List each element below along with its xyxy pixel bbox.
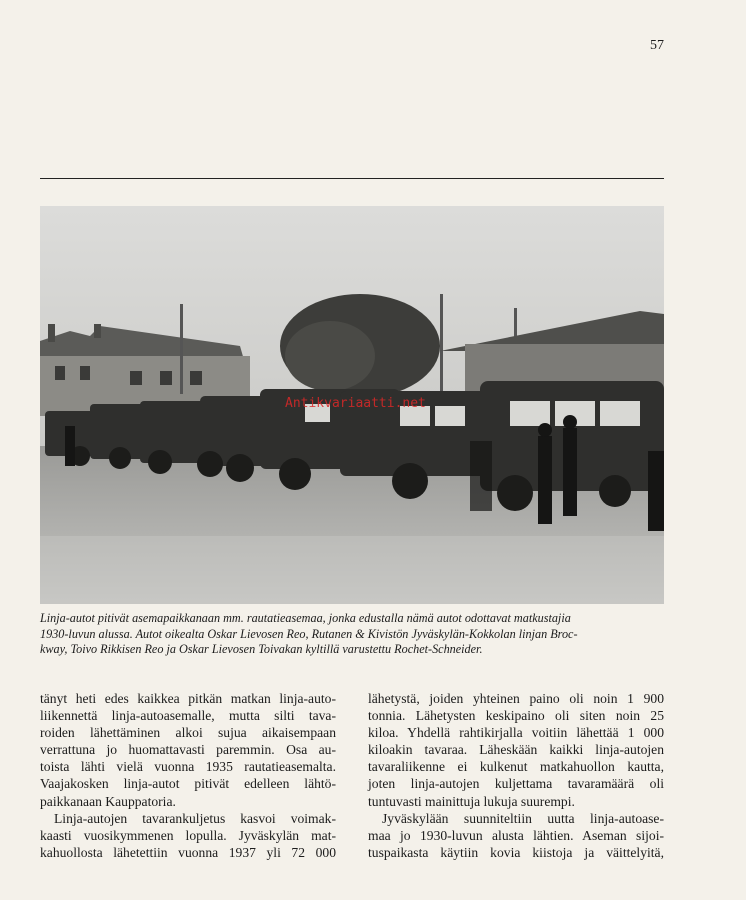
text-line: maa jo 1930-luvun alusta lähtien. Aseman sijoi- [368,827,664,843]
text-line: toista lähti vielä vuonna 1935 rautatieasemalta. [40,759,336,775]
text-line: tänyt heti edes kaikkea pitkän matkan linja-auto- [40,691,336,706]
text-line: tuspaikasta käytiin kovia kiistoja ja väittelyitä, [368,844,664,860]
caption-line: 1930-luvun alussa. Autot oikealta Oskar Lievosen Reo, Rutanen & Kivistön Jyväskylän-Kokkolan linjan Broc- [40,626,578,641]
body-text-left-column [40,690,336,861]
text-line: tavaraliikenne ei kulkenut matkahuollon kautta, [368,759,664,775]
body-text-right-column [368,690,664,861]
text-line: tuntuvasti mainittuja lukuja suurempi. [368,793,575,809]
text-line: liikennettä linja-autoasemalle, mutta silti tava- [40,708,336,724]
historical-photo [40,206,664,604]
header-rule [40,178,664,179]
text-line: kaasti vuosikymmenen lopulla. Jyväskylän mat- [40,827,336,843]
text-line: roiden lähettäminen alkoi sujua aikaisempaan [40,725,336,741]
text-line: Vaajakosken linja-autot pitivät edelleen lähtö- [40,776,336,792]
caption-line: kway, Toivo Rikkisen Reo ja Oskar Lievosen Toivakan kyltillä varustettu Rochet-Schneider. [40,642,483,656]
text-line: Linja-autojen tavarankuljetus kasvoi voimak- [54,810,336,826]
text-line: paikkanaan Kauppatoria. [40,793,176,809]
text-line: joten linja-autojen kuljettama tavaramäärä oli [368,776,664,792]
text-line: Jyväskylään suunniteltiin uutta linja-autoase- [382,810,664,826]
text-line: kiloa. Yhdellä rahtikirjalla voitiin lähettää 1 000 [368,725,664,741]
text-line: tonnia. Lähetysten keskipaino oli siten noin 25 [368,708,664,724]
watermark-text: Antikvariaatti.net [285,396,426,411]
text-line: kahuollosta lähetettiin vuonna 1937 yli 72 000 [40,844,336,860]
caption-line: Linja-autot pitivät asemapaikkanaan mm. rautatieasemaa, jonka edustalla nämä autot odottavat matkustajia [40,611,571,625]
text-line: lähetystä, joiden yhteinen paino oli noin 1 900 [368,691,664,706]
page-number: 57 [650,38,664,53]
text-line: kiloakin tavaraa. Läheskään kaikki linja-autojen [368,742,664,758]
photo-caption [40,611,664,658]
text-line: verrattuna jo huomattavasti paremmin. Osa au- [40,742,336,758]
